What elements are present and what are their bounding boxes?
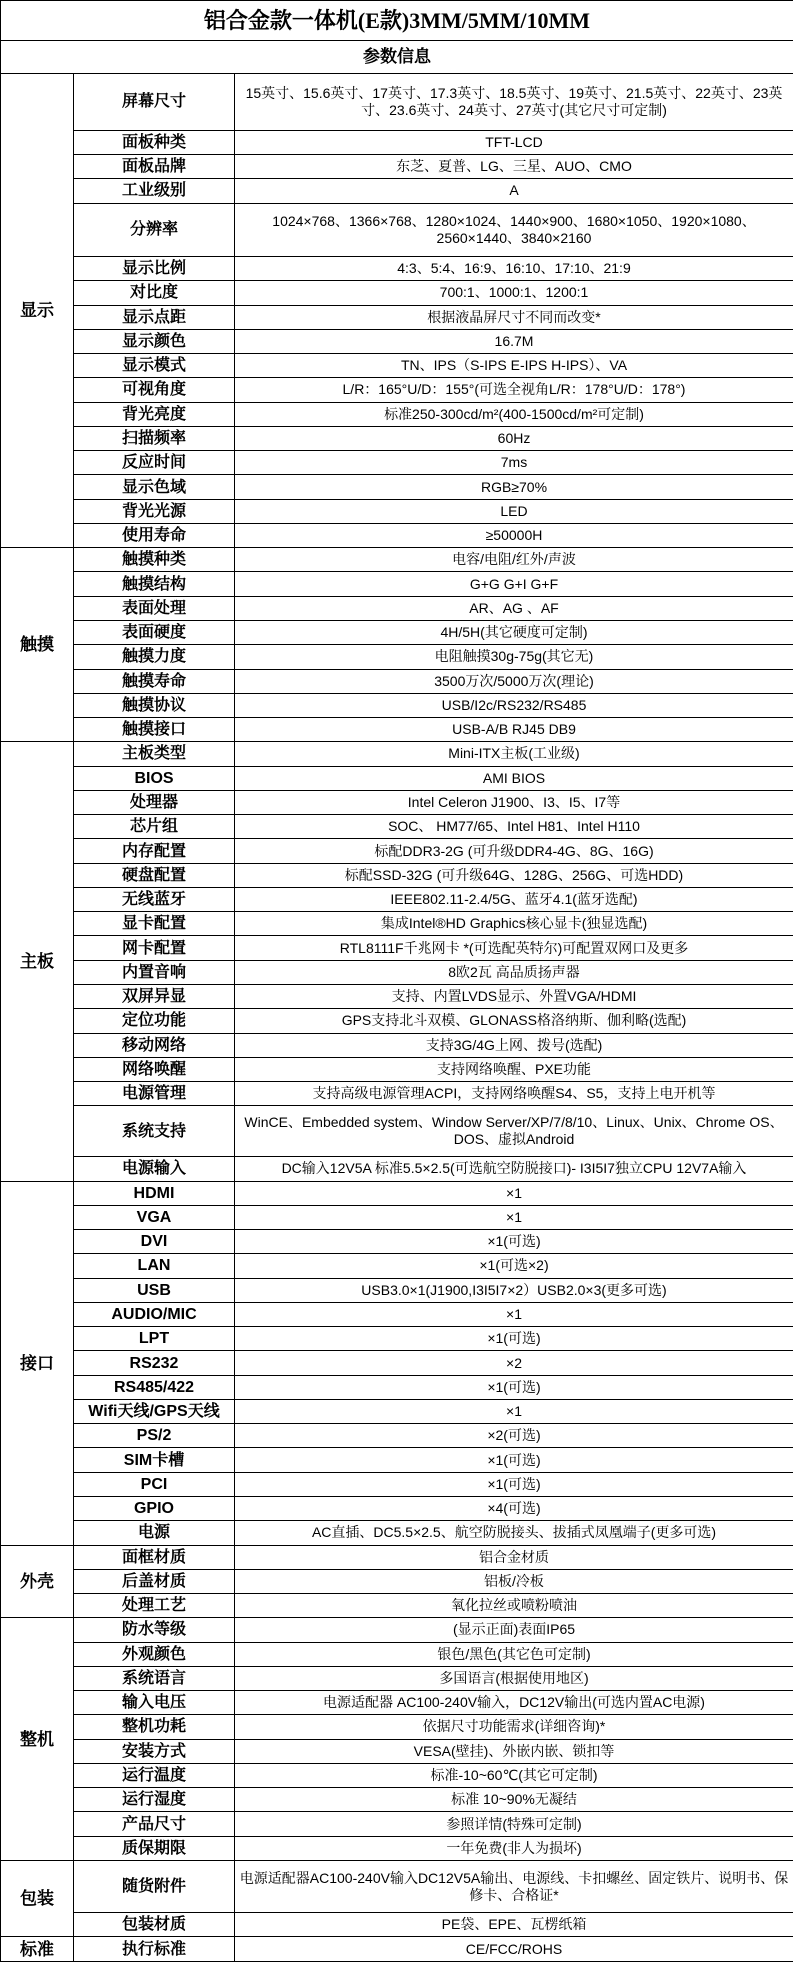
table-row — [1, 305, 793, 329]
spec-value: ×1(可选×2) — [235, 1254, 793, 1278]
table-row — [1, 1860, 793, 1912]
spec-value: Intel Celeron J1900、I3、I5、I7等 — [235, 790, 793, 814]
category-cell: 主板 — [1, 742, 74, 1181]
table-row — [1, 451, 793, 475]
spec-label: 可视角度 — [74, 378, 235, 402]
table-row — [1, 499, 793, 523]
category-cell: 包装 — [1, 1860, 74, 1936]
category-cell: 接口 — [1, 1181, 74, 1545]
table-row — [1, 693, 793, 717]
spec-label: Wifi天线/GPS天线 — [74, 1399, 235, 1423]
table-row — [1, 1033, 793, 1057]
spec-label: 显示色域 — [74, 475, 235, 499]
table-row — [1, 1351, 793, 1375]
spec-value: Mini-ITX主板(工业级) — [235, 742, 793, 766]
spec-label: 安装方式 — [74, 1739, 235, 1763]
table-row — [1, 1278, 793, 1302]
spec-label: 内置音响 — [74, 960, 235, 984]
table-row — [1, 1327, 793, 1351]
table-row — [1, 257, 793, 281]
spec-label: 表面处理 — [74, 596, 235, 620]
table-row — [1, 645, 793, 669]
spec-value: ×1(可选) — [235, 1472, 793, 1496]
spec-value: G+G G+I G+F — [235, 572, 793, 596]
table-row — [1, 354, 793, 378]
spec-value: IEEE802.11-2.4/5G、蓝牙4.1(蓝牙选配) — [235, 887, 793, 911]
spec-value: ×1(可选) — [235, 1448, 793, 1472]
spec-label: 面板品牌 — [74, 155, 235, 179]
spec-value: DC输入12V5A 标准5.5×2.5(可选航空防脱接口)- I3I5I7独立CPU 12V7A输入 — [235, 1157, 793, 1181]
spec-label: PCI — [74, 1472, 235, 1496]
spec-value: ×1 — [235, 1205, 793, 1229]
spec-value: 60Hz — [235, 426, 793, 450]
spec-label: 分辨率 — [74, 203, 235, 256]
spec-value: WinCE、Embedded system、Window Server/XP/7/8/10、Linux、Unix、Chrome OS、DOS、虚拟Android — [235, 1106, 793, 1157]
table-row — [1, 523, 793, 547]
spec-value: 支持高级电源管理ACPI，支持网络唤醒S4、S5，支持上电开机等 — [235, 1082, 793, 1106]
spec-label: 触摸结构 — [74, 572, 235, 596]
spec-label: 质保期限 — [74, 1836, 235, 1860]
table-row — [1, 1691, 793, 1715]
table-row — [1, 1082, 793, 1106]
table-row — [1, 887, 793, 911]
table-row — [1, 839, 793, 863]
spec-value: ×4(可选) — [235, 1496, 793, 1520]
spec-label: 触摸接口 — [74, 718, 235, 742]
spec-value: GPS支持北斗双模、GLONASS格洛纳斯、伽利略(选配) — [235, 1009, 793, 1033]
spec-value: ×1 — [235, 1399, 793, 1423]
table-row — [1, 1937, 793, 1962]
table-row — [1, 73, 793, 130]
table-row — [1, 1448, 793, 1472]
spec-value: USB-A/B RJ45 DB9 — [235, 718, 793, 742]
spec-label: 面框材质 — [74, 1545, 235, 1569]
spec-label: USB — [74, 1278, 235, 1302]
table-row — [1, 1424, 793, 1448]
page-title: 铝合金款一体机(E款)3MM/5MM/10MM — [1, 1, 793, 41]
spec-table-body — [1, 1, 793, 1962]
spec-value: ×1(可选) — [235, 1375, 793, 1399]
spec-label: 背光亮度 — [74, 402, 235, 426]
spec-value: 15英寸、15.6英寸、17英寸、17.3英寸、18.5英寸、19英寸、21.5英寸、22英寸、23英寸、23.6英寸、24英寸、27英寸(其它尺寸可定制) — [235, 73, 793, 130]
spec-label: 电源 — [74, 1521, 235, 1545]
category-cell: 外壳 — [1, 1545, 74, 1618]
table-row — [1, 1375, 793, 1399]
spec-value: AC直插、DC5.5×2.5、航空防脱接头、拔插式凤凰端子(更多可选) — [235, 1521, 793, 1545]
spec-value: VESA(壁挂)、外嵌内嵌、锁扣等 — [235, 1739, 793, 1763]
spec-label: 触摸力度 — [74, 645, 235, 669]
table-row — [1, 863, 793, 887]
spec-value: 集成Intel®HD Graphics核心显卡(独显选配) — [235, 912, 793, 936]
spec-label: 显示模式 — [74, 354, 235, 378]
spec-value: 东芝、夏普、LG、三星、AUO、CMO — [235, 155, 793, 179]
spec-label: LAN — [74, 1254, 235, 1278]
spec-label: 对比度 — [74, 281, 235, 305]
spec-value: LED — [235, 499, 793, 523]
spec-value: 一年免费(非人为损坏) — [235, 1836, 793, 1860]
table-row — [1, 402, 793, 426]
table-row — [1, 1594, 793, 1618]
table-row — [1, 426, 793, 450]
table-row — [1, 1057, 793, 1081]
spec-label: 显卡配置 — [74, 912, 235, 936]
table-row — [1, 1181, 793, 1205]
spec-value: 支持3G/4G上网、拨号(选配) — [235, 1033, 793, 1057]
spec-label: BIOS — [74, 766, 235, 790]
spec-value: 标准 10~90%无凝结 — [235, 1788, 793, 1812]
spec-label: SIM卡槽 — [74, 1448, 235, 1472]
table-row — [1, 742, 793, 766]
spec-label: 系统支持 — [74, 1106, 235, 1157]
spec-value: 参照详情(特殊可定制) — [235, 1812, 793, 1836]
spec-value: ×1(可选) — [235, 1230, 793, 1254]
title-row — [1, 1, 793, 41]
spec-label: 显示颜色 — [74, 329, 235, 353]
section-header: 参数信息 — [1, 41, 793, 74]
table-row — [1, 1715, 793, 1739]
table-row — [1, 1106, 793, 1157]
spec-label: 工业级别 — [74, 179, 235, 203]
spec-value: AR、AG 、AF — [235, 596, 793, 620]
spec-value: ≥50000H — [235, 523, 793, 547]
spec-label: 背光光源 — [74, 499, 235, 523]
table-row — [1, 1618, 793, 1642]
spec-value: ×1(可选) — [235, 1327, 793, 1351]
spec-label: 整机功耗 — [74, 1715, 235, 1739]
spec-value: 支持网络唤醒、PXE功能 — [235, 1057, 793, 1081]
spec-label: DVI — [74, 1230, 235, 1254]
spec-label: 面板种类 — [74, 130, 235, 154]
table-row — [1, 1836, 793, 1860]
spec-value: 700:1、1000:1、1200:1 — [235, 281, 793, 305]
spec-label: AUDIO/MIC — [74, 1302, 235, 1326]
spec-label: 显示点距 — [74, 305, 235, 329]
table-row — [1, 1666, 793, 1690]
spec-value: ×1 — [235, 1302, 793, 1326]
spec-label: 防水等级 — [74, 1618, 235, 1642]
spec-label: 使用寿命 — [74, 523, 235, 547]
spec-label: 输入电压 — [74, 1691, 235, 1715]
table-row — [1, 155, 793, 179]
spec-label: 电源管理 — [74, 1082, 235, 1106]
spec-value: 4:3、5:4、16:9、16:10、17:10、21:9 — [235, 257, 793, 281]
spec-value: 标配SSD-32G (可升级64G、128G、256G、可选HDD) — [235, 863, 793, 887]
table-row — [1, 790, 793, 814]
spec-label: 移动网络 — [74, 1033, 235, 1057]
spec-value: 3500万次/5000万次(理论) — [235, 669, 793, 693]
spec-value: 标准-10~60℃(其它可定制) — [235, 1763, 793, 1787]
spec-value: ×2 — [235, 1351, 793, 1375]
spec-value: USB/I2c/RS232/RS485 — [235, 693, 793, 717]
category-cell: 标准 — [1, 1937, 74, 1962]
table-row — [1, 936, 793, 960]
spec-label: 内存配置 — [74, 839, 235, 863]
table-row — [1, 620, 793, 644]
spec-label: 双屏异显 — [74, 984, 235, 1008]
table-row — [1, 669, 793, 693]
table-row — [1, 1788, 793, 1812]
spec-value: USB3.0×1(J1900,I3I5I7×2）USB2.0×3(更多可选) — [235, 1278, 793, 1302]
spec-label: 外观颜色 — [74, 1642, 235, 1666]
spec-label: RS232 — [74, 1351, 235, 1375]
table-row — [1, 1302, 793, 1326]
spec-value: 依据尺寸功能需求(详细咨询)* — [235, 1715, 793, 1739]
spec-value: 标准250-300cd/m²(400-1500cd/m²可定制) — [235, 402, 793, 426]
table-row — [1, 329, 793, 353]
spec-label: 屏幕尺寸 — [74, 73, 235, 130]
table-row — [1, 1545, 793, 1569]
spec-label: 网卡配置 — [74, 936, 235, 960]
spec-label: 运行湿度 — [74, 1788, 235, 1812]
spec-label: GPIO — [74, 1496, 235, 1520]
category-cell: 触摸 — [1, 548, 74, 742]
spec-value: 4H/5H(其它硬度可定制) — [235, 620, 793, 644]
category-cell: 整机 — [1, 1618, 74, 1861]
spec-value: 标配DDR3-2G (可升级DDR4-4G、8G、16G) — [235, 839, 793, 863]
table-row — [1, 1763, 793, 1787]
spec-label: 触摸种类 — [74, 548, 235, 572]
table-row — [1, 281, 793, 305]
spec-value: 铝合金材质 — [235, 1545, 793, 1569]
table-row — [1, 179, 793, 203]
spec-label: 执行标准 — [74, 1937, 235, 1962]
spec-label: 产品尺寸 — [74, 1812, 235, 1836]
table-row — [1, 960, 793, 984]
spec-value: L/R：165°U/D：155°(可选全视角L/R：178°U/D：178°) — [235, 378, 793, 402]
table-row — [1, 1254, 793, 1278]
spec-value: TFT-LCD — [235, 130, 793, 154]
spec-value: (显示正面)表面IP65 — [235, 1618, 793, 1642]
table-row — [1, 203, 793, 256]
spec-value: CE/FCC/ROHS — [235, 1937, 793, 1962]
table-row — [1, 1472, 793, 1496]
spec-label: 包装材质 — [74, 1913, 235, 1937]
spec-label: 触摸寿命 — [74, 669, 235, 693]
table-row — [1, 1521, 793, 1545]
spec-label: 硬盘配置 — [74, 863, 235, 887]
table-row — [1, 1642, 793, 1666]
table-row — [1, 130, 793, 154]
spec-value: 铝板/冷板 — [235, 1569, 793, 1593]
spec-value: AMI BIOS — [235, 766, 793, 790]
table-row — [1, 1205, 793, 1229]
table-row — [1, 1569, 793, 1593]
spec-label: 后盖材质 — [74, 1569, 235, 1593]
spec-value: 电源适配器 AC100-240V输入，DC12V输出(可选内置AC电源) — [235, 1691, 793, 1715]
spec-value: 1024×768、1366×768、1280×1024、1440×900、1680×1050、1920×1080、2560×1440、3840×2160 — [235, 203, 793, 256]
spec-label: HDMI — [74, 1181, 235, 1205]
table-row — [1, 1230, 793, 1254]
spec-label: 网络唤醒 — [74, 1057, 235, 1081]
spec-value: 16.7M — [235, 329, 793, 353]
spec-label: 扫描频率 — [74, 426, 235, 450]
category-cell: 显示 — [1, 73, 74, 547]
spec-value: ×2(可选) — [235, 1424, 793, 1448]
table-row — [1, 984, 793, 1008]
spec-value: RGB≥70% — [235, 475, 793, 499]
spec-label: VGA — [74, 1205, 235, 1229]
table-row — [1, 596, 793, 620]
spec-label: 处理工艺 — [74, 1594, 235, 1618]
spec-label: 触摸协议 — [74, 693, 235, 717]
table-row — [1, 1812, 793, 1836]
spec-value: SOC、 HM77/65、Intel H81、Intel H110 — [235, 815, 793, 839]
spec-value: 根据液晶屏尺寸不同而改变* — [235, 305, 793, 329]
spec-label: 电源输入 — [74, 1157, 235, 1181]
spec-label: PS/2 — [74, 1424, 235, 1448]
spec-value: 氧化拉丝或喷粉喷油 — [235, 1594, 793, 1618]
table-row — [1, 1157, 793, 1181]
spec-value: 银色/黑色(其它色可定制) — [235, 1642, 793, 1666]
spec-label: 定位功能 — [74, 1009, 235, 1033]
spec-label: 表面硬度 — [74, 620, 235, 644]
spec-value: ×1 — [235, 1181, 793, 1205]
table-row — [1, 572, 793, 596]
table-row — [1, 912, 793, 936]
table-row — [1, 475, 793, 499]
table-row — [1, 548, 793, 572]
spec-value: PE袋、EPE、瓦楞纸箱 — [235, 1913, 793, 1937]
spec-label: LPT — [74, 1327, 235, 1351]
table-row — [1, 378, 793, 402]
spec-value: 电阻触摸30g-75g(其它无) — [235, 645, 793, 669]
spec-label: RS485/422 — [74, 1375, 235, 1399]
spec-value: 支持、内置LVDS显示、外置VGA/HDMI — [235, 984, 793, 1008]
spec-value: 多国语言(根据使用地区) — [235, 1666, 793, 1690]
spec-value: A — [235, 179, 793, 203]
spec-value: 电容/电阻/红外/声波 — [235, 548, 793, 572]
spec-label: 无线蓝牙 — [74, 887, 235, 911]
spec-label: 显示比例 — [74, 257, 235, 281]
spec-label: 芯片组 — [74, 815, 235, 839]
table-row — [1, 766, 793, 790]
spec-label: 随货附件 — [74, 1860, 235, 1912]
spec-label: 反应时间 — [74, 451, 235, 475]
spec-value: TN、IPS（S-IPS E-IPS H-IPS）、VA — [235, 354, 793, 378]
spec-label: 处理器 — [74, 790, 235, 814]
table-row — [1, 815, 793, 839]
table-row — [1, 718, 793, 742]
spec-label: 系统语言 — [74, 1666, 235, 1690]
spec-value: RTL8111F千兆网卡 *(可选配英特尔)可配置双网口及更多 — [235, 936, 793, 960]
table-row — [1, 1399, 793, 1423]
subtitle-row — [1, 41, 793, 74]
spec-value: 7ms — [235, 451, 793, 475]
spec-label: 主板类型 — [74, 742, 235, 766]
table-row — [1, 1009, 793, 1033]
table-row — [1, 1913, 793, 1937]
table-row — [1, 1496, 793, 1520]
table-row — [1, 1739, 793, 1763]
spec-label: 运行温度 — [74, 1763, 235, 1787]
spec-value: 8欧2瓦 高品质扬声器 — [235, 960, 793, 984]
spec-value: 电源适配器AC100-240V输入DC12V5A输出、电源线、卡扣螺丝、固定铁片、说明书、保修卡、合格证* — [235, 1860, 793, 1912]
